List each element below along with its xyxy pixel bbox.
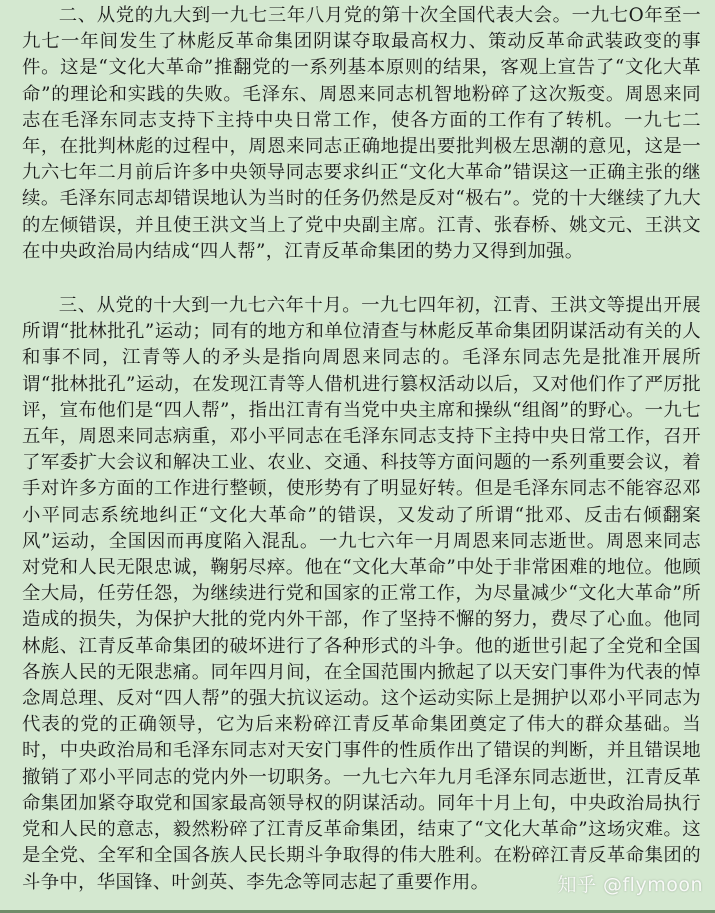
paragraph-section-two: 二、从党的九大到一九七三年八月党的第十次全国代表大会。一九七O年至一九七一年间发生了林彪反革命集团阴谋夺取最高权力、策动反革命武装政变的事件。这是“文化大革命”推翻党的一系列基本原则的结果，客观上宣告了“文化大革命”的理论和实践的失败。毛泽东、周恩来同志机智地粉碎了这次叛变。周恩来同志在毛泽东同志支持下主持中央日常工作，使各方面的工作有了转机。一九七二年，在批判林彪的过程中，周恩来同志正确地提出要批判极左思潮的意见，这是一九六七年二月前后许多中央领导同志要求纠正“文化大革命”错误这一正确主张的继续。毛泽东同志却错误地认为当时的任务仍然是反对“极右”。党的十大继续了九大的左倾错误，并且使王洪文当上了党中央副主席。江青、张春桥、姚文元、王洪文在中央政治局内结成“四人帮”，江青反革命集团的势力又得到加强。 bbox=[22, 5, 701, 262]
paragraph-section-three: 三、从党的十大到一九七六年十月。一九七四年初，江青、王洪文等提出开展所谓“批林批孔”运动；同有的地方和单位清查与林彪反革命集团阴谋活动有关的人和事不同，江青等人的矛头是指向周恩来同志的。毛泽东同志先是批准开展所谓“批林批孔”运动，在发现江青等人借机进行篡权活动以后，又对他们作了严厉批评，宣布他们是“四人帮”，指出江青有当党中央主席和操纵“组阁”的野心。一九七五年，周恩来同志病重，邓小平同志在毛泽东同志支持下主持中央日常工作，召开了军委扩大会议和解决工业、农业、交通、科技等方面问题的一系列重要会议，着手对许多方面的工作进行整顿，使形势有了明显好转。但是毛泽东同志不能容忍邓小平同志系统地纠正“文化大革命”的错误，又发动了所谓“批邓、反击右倾翻案风”运动，全国因而再度陷入混乱。一九七六年一月周恩来同志逝世。周恩来同志对党和人民无限忠诚，鞠躬尽瘁。他在“文化大革命”中处于非常困难的地位。他顾全大局，任劳任怨，为继续进行党和国家的正常工作，为尽量减少“文化大革命”所造成的损失，为保护大批的党内外干部，作了坚持不懈的努力，费尽了心血。他同林彪、江青反革命集团的破坏进行了各种形式的斗争。他的逝世引起了全党和全国各族人民的无限悲痛。同年四月间，在全国范围内掀起了以天安门事件为代表的悼念周总理、反对“四人帮”的强大抗议运动。这个运动实际上是拥护以邓小平同志为代表的党的正确领导，它为后来粉碎江青反革命集团奠定了伟大的群众基础。当时，中央政治局和毛泽东同志对天安门事件的性质作出了错误的判断，并且错误地撤销了邓小平同志的党内外一切职务。一九七六年九月毛泽东同志逝世，江青反革命集团加紧夺取党和国家最高领导权的阴谋活动。同年十月上旬，中央政治局执行党和人民的意志，毅然粉碎了江青反革命集团，结束了“文化大革命”这场灾难。这是全党、全军和全国各族人民长期斗争取得的伟大胜利。在粉碎江青反革命集团的斗争中，华国锋、叶剑英、李先念等同志起了重要作用。 bbox=[22, 295, 701, 893]
zhihu-watermark: 知乎 @flymoon bbox=[557, 874, 703, 896]
